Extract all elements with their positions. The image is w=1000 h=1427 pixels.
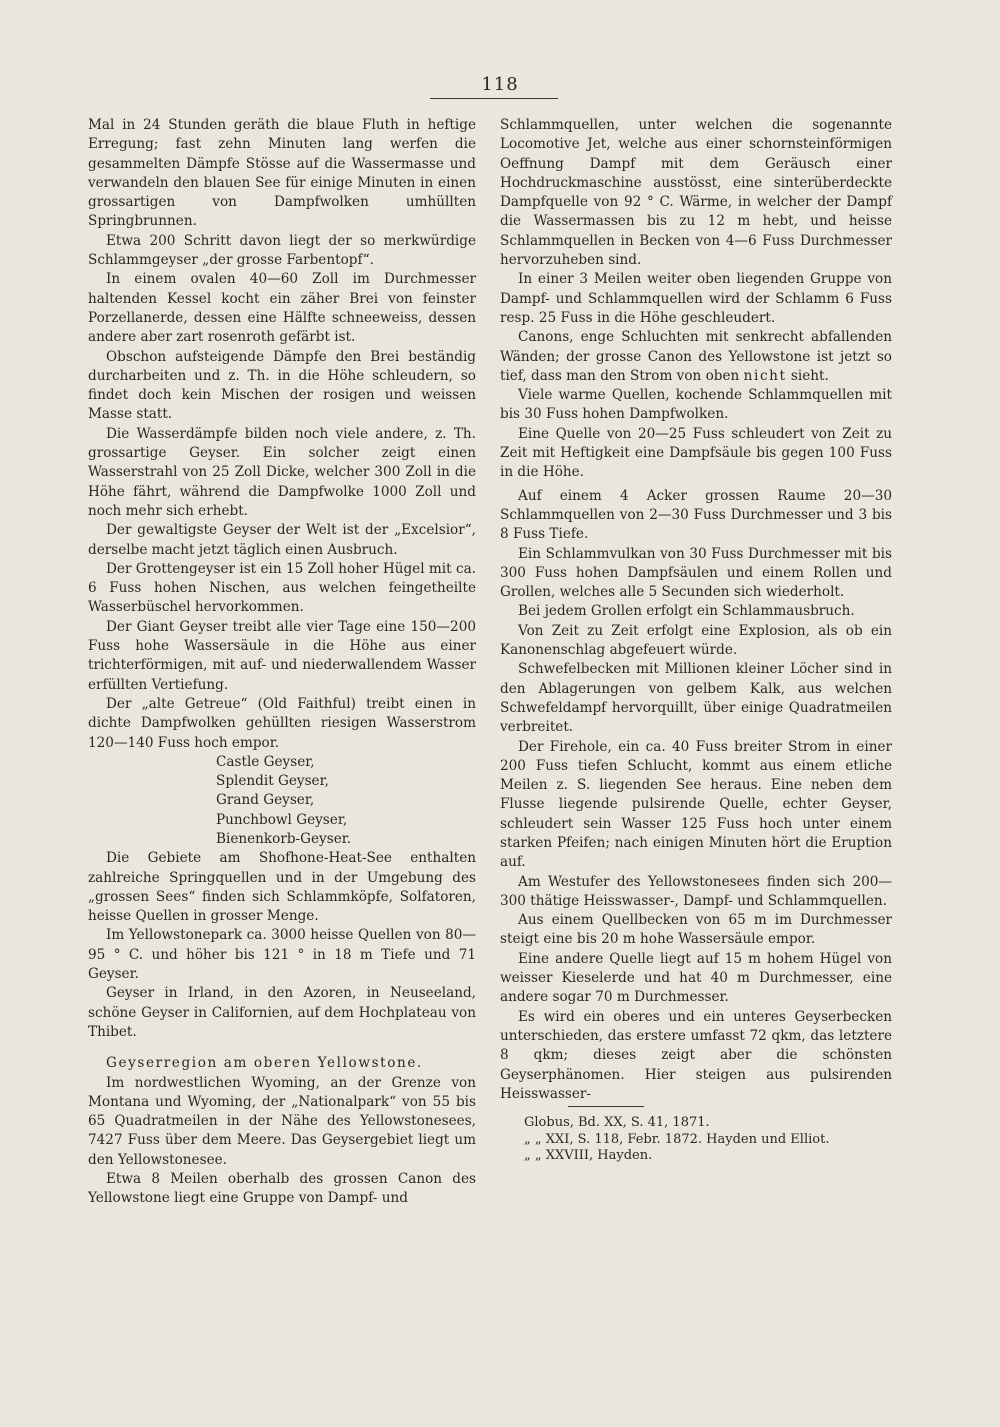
paragraph: Im Yellowstonepark ca. 3000 heisse Quellen von 80—95 ° C. und höher bis 121 ° in 18 m Tiefe und 71 Geyser. bbox=[88, 927, 476, 983]
footnote-rule bbox=[568, 1106, 644, 1107]
paragraph: Der Grottengeyser ist ein 15 Zoll hoher Hügel mit ca. 6 Fuss hohen Nischen, aus welchen feingetheilte Wasserbüschel hervorkommen. bbox=[88, 560, 476, 616]
footnotes bbox=[500, 1115, 892, 1165]
geyser-list bbox=[88, 753, 476, 849]
paragraph: Obschon aufsteigende Dämpfe den Brei beständig durcharbeiten und z. Th. in die Höhe schleudern, so findet doch kein Mischen der rosigen und weissen Masse statt. bbox=[88, 348, 476, 423]
paragraph: Viele warme Quellen, kochende Schlammquellen mit bis 30 Fuss hohen Dampfwolken. bbox=[500, 387, 892, 423]
section-heading: Geyserregion am oberen Yellowstone. bbox=[106, 1055, 423, 1072]
paragraph: Aus einem Quellbecken von 65 m im Durchmesser steigt eine bis 20 m hohe Wassersäule empor. bbox=[500, 912, 892, 948]
paragraph: Etwa 200 Schritt davon liegt der so merkwürdige Schlammgeyser „der grosse Farbentopf“. bbox=[88, 232, 476, 269]
paragraph: Auf einem 4 Acker grossen Raume 20—30 Schlammquellen von 2—30 Fuss Durchmesser und 3 bis 8 Fuss Tiefe. bbox=[500, 487, 892, 543]
footnote: „ „ XXI, S. 118, Febr. 1872. Hayden und Elliot. bbox=[524, 1131, 830, 1147]
paragraph: Im nordwestlichen Wyoming, an der Grenze von Montana und Wyoming, der „Nationalpark“ von 55 bis 65 Quadratmeilen in der Nähe des Yellowstonesees, 7427 Fuss über dem Meere. Das Geysergebiet liegt um den Yellowstonesee. bbox=[88, 1074, 476, 1168]
paragraph: In einem ovalen 40—60 Zoll im Durchmesser haltenden Kessel kocht ein zäher Brei von feinster Porzellanerde, dessen eine Hälfte schneeweiss, dessen andere aber zart rosenroth gefärbt ist. bbox=[88, 271, 476, 346]
paragraph: Der gewaltigste Geyser der Welt ist der „Excelsior“, derselbe macht jetzt täglich einen Ausbruch. bbox=[88, 522, 476, 558]
list-item: Bienenkorb-Geyser. bbox=[216, 830, 352, 847]
footnote: Globus, Bd. XX, S. 41, 1871. bbox=[524, 1115, 710, 1131]
paragraph: In einer 3 Meilen weiter oben liegenden Gruppe von Dampf- und Schlammquellen wird der Schlamm 6 Fuss resp. 25 Fuss in die Höhe geschleudert. bbox=[500, 271, 892, 326]
paragraph: Die Wasserdämpfe bilden noch viele andere, z. Th. grossartige Geyser. Ein solcher zeigt einen Wasserstrahl von 25 Zoll Dicke, welcher 300 Zoll in die Höhe fährt, während die Dampfwolke 1000 Zoll und noch mehr sich erhebt. bbox=[88, 425, 476, 519]
right-column bbox=[500, 116, 892, 1165]
paragraph: Der Giant Geyser treibt alle vier Tage eine 150—200 Fuss hohe Wassersäule in die Höhe aus einer trichterförmigen, mit auf- und niederwallendem Wasser erfüllten Vertiefung. bbox=[88, 618, 476, 693]
paragraph: Der Firehole, ein ca. 40 Fuss breiter Strom in einer 200 Fuss tiefen Schlucht, kommt aus einem etliche Meilen z. S. liegenden See heraus. Eine neben dem Flusse liegende pulsirende Quelle, echter Geyser, schleudert sein Wasser 125 Fuss hoch unter einem starken Pfeifen; nach einigen Minuten hört die Eruption auf. bbox=[500, 738, 892, 871]
paragraph: Etwa 8 Meilen oberhalb des grossen Canon des Yellowstone liegt eine Gruppe von Dampf- und bbox=[88, 1171, 476, 1207]
paragraph: Schlammquellen, unter welchen die sogenannte Locomotive Jet, welche aus einer schornsteinförmigen Oeffnung Dampf mit dem Geräusch einer Hochdruckmaschine ausstösst, eine sinterüberdeckte Dampfquelle von 92 ° C. Wärme, in welcher der Dampf die Wassermassen bis zu 12 m hebt, und heisse Schlammquellen in Becken von 4—6 Fuss Durchmesser hervorzuheben sind. bbox=[500, 117, 892, 269]
paragraph: Ein Schlammvulkan von 30 Fuss Durchmesser mit bis 300 Fuss hohen Dampfsäulen und einem Rollen und Grollen, welches alle 5 Secunden sich wiederholt. bbox=[500, 545, 892, 601]
paragraph: Der „alte Getreue“ (Old Faithful) treibt einen in dichte Dampfwolken gehüllten riesigen Wasserstrom 120—140 Fuss hoch empor. bbox=[88, 695, 476, 751]
text-run: Canons, enge Schluchten mit senkrecht abfallenden Wänden; der grosse Canon des Yellowstone ist jetzt so tief, dass man den Strom von oben bbox=[500, 329, 892, 384]
paragraph: Von Zeit zu Zeit erfolgt eine Explosion, als ob ein Kanonenschlag abgefeuert würde. bbox=[500, 622, 892, 659]
paragraph: Es wird ein oberes und ein unteres Geyserbecken unterschieden, das erstere umfasst 72 qkm, das letztere 8 qkm; dieses zeigt aber die schönsten Geyserphänomen. Hier steigen aus pulsirenden Heisswasser- bbox=[500, 1008, 892, 1102]
paragraph: Bei jedem Grollen erfolgt ein Schlammausbruch. bbox=[518, 603, 855, 620]
paragraph: Geyser in Irland, in den Azoren, in Neuseeland, schöne Geyser in Californien, auf dem Hochplateau von Thibet. bbox=[88, 985, 476, 1040]
paragraph bbox=[500, 328, 892, 386]
footnote: „ „ XXVIII, Hayden. bbox=[524, 1148, 653, 1164]
list-item: Splendit Geyser, bbox=[216, 773, 329, 790]
page-number: 118 bbox=[481, 74, 519, 95]
paragraph: Schwefelbecken mit Millionen kleiner Löcher sind in den Ablagerungen von gelbem Kalk, aus welchen Schwefeldampf hervorquillt, über einige Quadratmeilen verbreitet. bbox=[500, 661, 892, 736]
paragraph: Am Westufer des Yellowstonesees finden sich 200—300 thätige Heisswasser-, Dampf- und Schlammquellen. bbox=[500, 873, 892, 909]
paragraph: Die Gebiete am Shofhone-Heat-See enthalten zahlreiche Springquellen und in der Umgebung des „grossen Sees“ finden sich Schlammköpfe, Solfatoren, heisse Quellen in grosser Menge. bbox=[88, 850, 476, 925]
paragraph: Eine Quelle von 20—25 Fuss schleudert von Zeit zu Zeit mit Heftigkeit eine Dampfsäule bis gegen 100 Fuss in die Höhe. bbox=[500, 425, 892, 481]
paragraph: Eine andere Quelle liegt auf 15 m hohem Hügel von weisser Kieselerde und hat 40 m Durchmesser, eine andere sogar 70 m Durchmesser. bbox=[500, 950, 892, 1006]
text-run: sieht. bbox=[786, 367, 829, 384]
list-item: Grand Geyser, bbox=[216, 792, 315, 809]
paragraph: Mal in 24 Stunden geräth die blaue Fluth in heftige Erregung; fast zehn Minuten lang werfen die gesammelten Dämpfe Stösse auf die Wassermasse und verwandeln den blauen See für einige Minuten in einen grossartigen von Dampfwolken umhüllten Springbrunnen. bbox=[88, 117, 476, 230]
header-rule bbox=[430, 98, 558, 99]
emphasized-text: nicht bbox=[743, 367, 787, 384]
list-item: Punchbowl Geyser, bbox=[216, 811, 348, 828]
left-column bbox=[88, 116, 476, 1209]
list-item: Castle Geyser, bbox=[216, 753, 315, 770]
